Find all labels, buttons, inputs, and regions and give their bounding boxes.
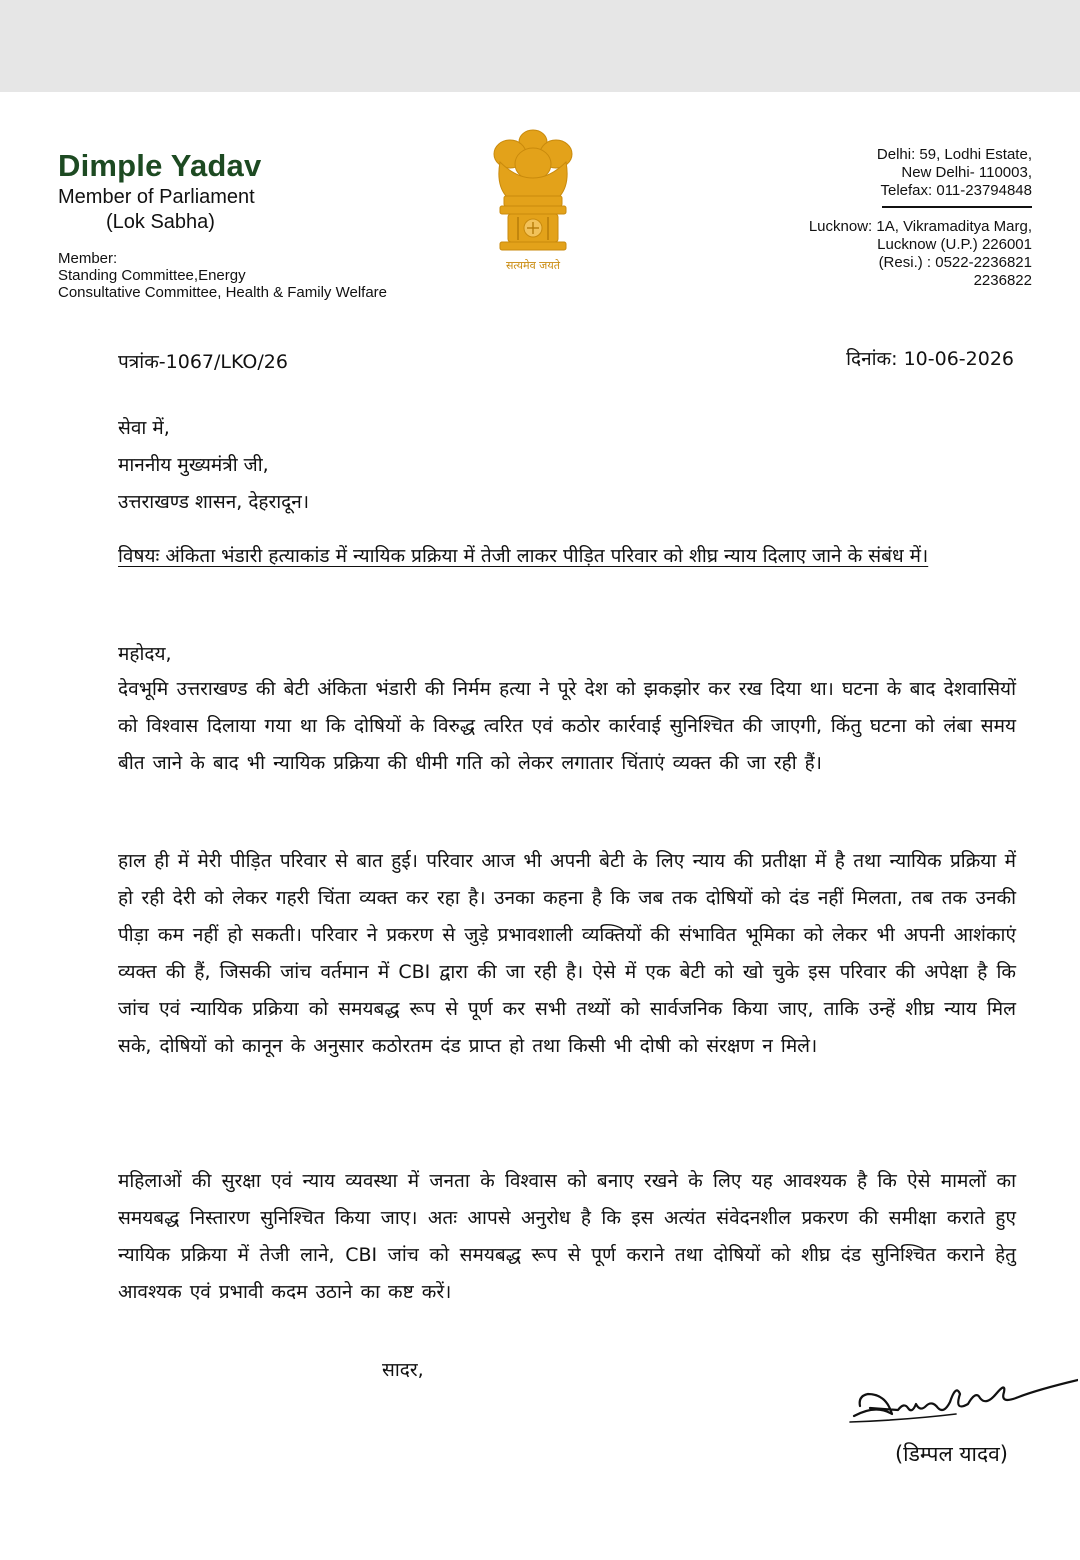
addressee-line: सेवा में, xyxy=(118,417,170,439)
committee-line: Consultative Committee, Health & Family Welfare xyxy=(58,284,388,301)
addressee-block xyxy=(118,410,309,521)
body-paragraph: हाल ही में मेरी पीड़ित परिवार से बात हुई। परिवार आज भी अपनी बेटी के लिए न्याय की प्रतीक्षा में है तथा न्यायिक प्रक्रिया में हो रही देरी को लेकर गहरी चिंता व्यक्त कर रहा है। उनका कहना है कि जब तक दोषियों को दंड नहीं मिलता, तब तक उनकी पीड़ा कम नहीं हो सकती। परिवार ने प्रकरण से जुड़े प्रभावशाली व्यक्तियों की संभावित भूमिका को लेकर भी अपनी आशंकाएं व्यक्त की हैं, जिसकी जांच वर्तमान में CBI द्वारा की जा रही है। ऐसे में एक बेटी को खो चुके इस परिवार की अपेक्षा है कि जांच एवं न्यायिक प्रक्रिया को समयबद्ध रूप से पूर्ण कर सभी तथ्यों को सार्वजनिक किया जाए, ताकि उन्हें शीघ्र न्याय मिल सके, दोषियों को कानून के अनुसार कठोरतम दंड प्राप्त हो तथा किसी भी दोषी को संरक्षण न मिले। xyxy=(118,850,1016,1057)
committee-membership xyxy=(58,250,458,301)
salutation: महोदय, xyxy=(118,643,172,665)
committee-line: Standing Committee,Energy xyxy=(58,267,246,284)
top-gray-band xyxy=(0,0,1080,92)
lucknow-address-line: Lucknow: 1A, Vikramaditya Marg, xyxy=(808,218,1032,235)
body-paragraph: देवभूमि उत्तराखण्ड की बेटी अंकिता भंडारी की निर्मम हत्या ने पूरे देश को झकझोर कर रख दिया था। घटना के बाद देशवासियों को विश्वास दिलाया गया था कि दोषियों के विरुद्ध त्वरित एवं कठोर कार्रवाई सुनिश्चित की जाएगी, किंतु घटना को लंबा समय बीत जाने के बाद भी न्यायिक प्रक्रिया की धीमी गति को लेकर लगातार चिंताएं व्यक्त की जा रही हैं। xyxy=(118,678,1016,774)
emblem-motto: सत्यमेव जयते xyxy=(505,259,561,272)
mp-name: Dimple Yadav xyxy=(58,148,262,183)
mp-title: Member of Parliament xyxy=(58,186,255,208)
mp-house: (Lok Sabha) xyxy=(106,211,215,233)
delhi-telefax: Telefax: 011-23794848 xyxy=(880,182,1032,199)
letterhead-left xyxy=(58,148,458,301)
delhi-address-line: New Delhi- 110003, xyxy=(901,164,1032,181)
reference-number: पत्रांक-1067/LKO/26 xyxy=(118,351,288,373)
lucknow-address-line: Lucknow (U.P.) 226001 xyxy=(877,236,1032,253)
lucknow-phone: (Resi.) : 0522-2236821 xyxy=(878,254,1032,271)
delhi-address-line: Delhi: 59, Lodhi Estate, xyxy=(876,146,1032,163)
closing: सादर, xyxy=(382,1359,424,1381)
subject-line: विषयः अंकिता भंडारी हत्याकांड में न्यायिक प्रक्रिया में तेजी लाकर पीड़ित परिवार को शीघ्र न्याय दिलाए जाने के संबंध में। xyxy=(118,545,929,567)
national-emblem-icon xyxy=(478,122,588,282)
letter-date: दिनांक: 10-06-2026 xyxy=(846,348,1014,370)
member-heading: Member: xyxy=(58,250,118,267)
body-paragraph: महिलाओं की सुरक्षा एवं न्याय व्यवस्था में जनता के विश्वास को बनाए रखने के लिए यह आवश्यक है कि ऐसे मामलों का समयबद्ध निस्तारण सुनिश्चित किया जाए। अतः आपसे अनुरोध है कि इस अत्यंत संवेदनशील प्रकरण की समीक्षा कराते हुए न्यायिक प्रक्रिया में तेजी लाने, CBI जांच को समयबद्ध रूप से पूर्ण कराने तथा दोषियों को शीघ्र दंड सुनिश्चित कराने हेतु आवश्यक एवं प्रभावी कदम उठाने का कष्ट करें। xyxy=(118,1170,1016,1303)
addressee-line: माननीय मुख्यमंत्री जी, xyxy=(118,454,269,476)
addressee-line: उत्तराखण्ड शासन, देहरादून। xyxy=(118,491,310,513)
address-divider xyxy=(882,206,1032,208)
handwritten-signature xyxy=(846,1364,1078,1434)
lucknow-phone-alt: 2236822 xyxy=(973,272,1032,289)
letterhead-addresses xyxy=(732,146,1032,290)
signer-name: (डिम्पल यादव) xyxy=(894,1442,1008,1466)
